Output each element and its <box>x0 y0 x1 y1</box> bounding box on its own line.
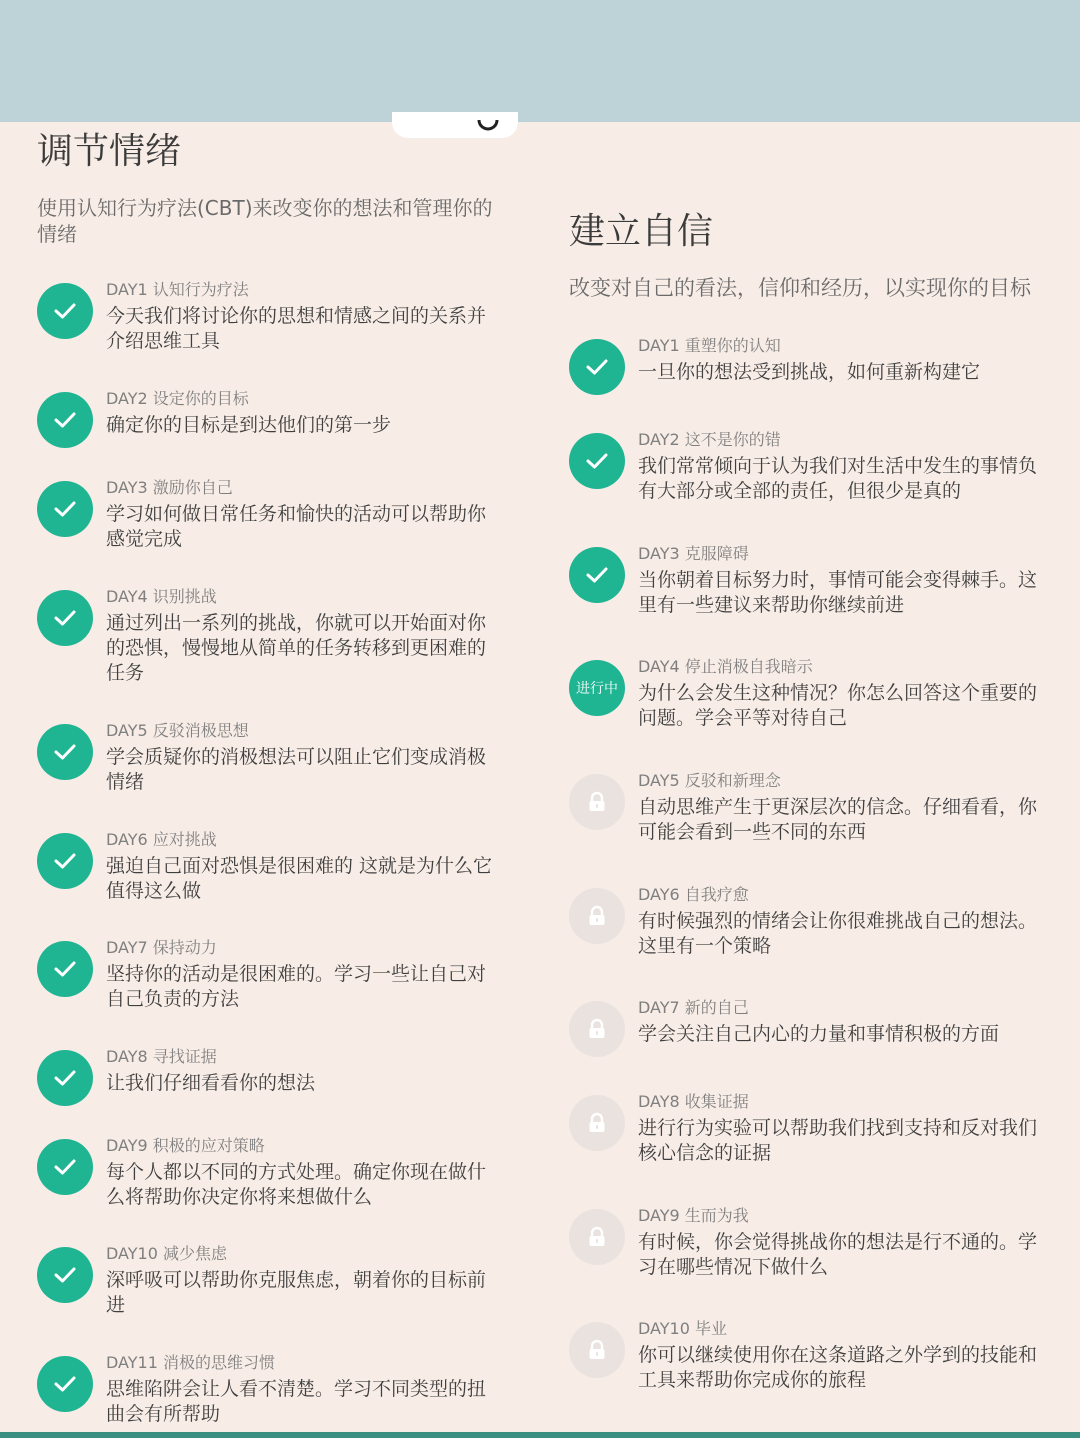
lesson-description: 通过列出一系列的挑战，你就可以开始面对你的恐惧，慢慢地从简单的任务转移到更困难的任务 <box>106 612 487 684</box>
check-icon <box>569 339 625 395</box>
lesson-description: 深呼吸可以帮助你克服焦虑，朝着你的目标前进 <box>106 1269 487 1316</box>
check-icon <box>569 547 625 603</box>
lock-icon <box>569 1209 625 1265</box>
lesson-day-title: DAY6 自我疗愈 <box>638 885 749 904</box>
lesson-day-title: DAY2 设定你的目标 <box>106 389 249 408</box>
lesson-description: 你可以继续使用你在这条道路之外学到的技能和工具来帮助你完成你的旅程 <box>638 1344 1038 1391</box>
lesson-day-title: DAY1 认知行为疗法 <box>106 280 249 299</box>
lesson-description: 学习如何做日常任务和愉快的活动可以帮助你感觉完成 <box>106 503 487 550</box>
lesson-description: 有时候强烈的情绪会让你很难挑战自己的想法。这里有一个策略 <box>638 910 1038 957</box>
lock-icon <box>569 774 625 830</box>
lesson-day-title: DAY7 保持动力 <box>106 938 217 957</box>
check-icon <box>37 1247 93 1303</box>
course-regulate-emotions <box>37 130 507 1425</box>
check-icon <box>37 941 93 997</box>
lesson-day-title: DAY10 减少焦虑 <box>106 1244 227 1263</box>
check-icon <box>37 481 93 537</box>
check-icon <box>569 433 625 489</box>
lock-icon <box>569 888 625 944</box>
lesson-description: 坚持你的活动是很困难的。学习一些让自己对自己负责的方法 <box>106 963 487 1010</box>
lesson-description: 强迫自己面对恐惧是很困难的 这就是为什么它值得这么做 <box>106 855 493 902</box>
lesson-day-title: DAY10 毕业 <box>638 1319 727 1338</box>
lesson-day-title: DAY7 新的自己 <box>638 998 749 1017</box>
lesson-day-title: DAY2 这不是你的错 <box>638 430 781 449</box>
lesson-day-title: DAY3 克服障碍 <box>638 544 749 563</box>
lesson-day-title: DAY6 应对挑战 <box>106 830 217 849</box>
check-icon <box>37 1050 93 1106</box>
in-progress-badge <box>569 660 625 716</box>
lesson-description: 我们常常倾向于认为我们对生活中发生的事情负有大部分或全部的责任，但很少是真的 <box>638 455 1038 502</box>
course-subtitle: 改变对自己的看法，信仰和经历，以实现你的目标 <box>569 276 1031 301</box>
lesson-description: 进行行为实验可以帮助我们找到支持和反对我们核心信念的证据 <box>638 1117 1038 1164</box>
lesson-day-title: DAY9 生而为我 <box>638 1206 749 1225</box>
check-icon <box>37 833 93 889</box>
lesson-description: 学会质疑你的消极想法可以阻止它们变成消极情绪 <box>106 746 487 793</box>
top-banner <box>0 0 1080 122</box>
in-progress-label: 进行中 <box>576 681 618 697</box>
lesson-day-title: DAY5 反驳消极思想 <box>106 721 249 740</box>
lesson-description: 有时候，你会觉得挑战你的想法是行不通的。学习在哪些情况下做什么 <box>638 1231 1038 1278</box>
bottom-divider <box>0 1432 1080 1438</box>
lesson-description: 学会关注自己内心的力量和事情积极的方面 <box>638 1023 1000 1045</box>
course-subtitle: 使用认知行为疗法(CBT)来改变你的想法和管理你的情绪 <box>37 196 493 247</box>
lesson-day-title: DAY1 重塑你的认知 <box>638 336 781 355</box>
check-icon <box>37 1139 93 1195</box>
course-title: 调节情绪 <box>37 131 182 172</box>
check-icon <box>37 392 93 448</box>
lock-icon <box>569 1322 625 1378</box>
lesson-day-title: DAY5 反驳和新理念 <box>638 771 781 790</box>
lock-icon <box>569 1001 625 1057</box>
lesson-description: 自动思维产生于更深层次的信念。仔细看看，你可能会看到一些不同的东西 <box>638 796 1038 843</box>
check-icon <box>37 590 93 646</box>
lesson-day-title: DAY11 消极的思维习惯 <box>106 1353 275 1372</box>
lesson-description: 为什么会发生这种情况？你怎么回答这个重要的问题。学会平等对待自己 <box>638 682 1038 729</box>
check-icon <box>37 283 93 339</box>
lesson-description: 思维陷阱会让人看不清楚。学习不同类型的扭曲会有所帮助 <box>106 1378 487 1425</box>
check-icon <box>37 724 93 780</box>
lesson-day-title: DAY9 积极的应对策略 <box>106 1136 265 1155</box>
check-icon <box>37 1356 93 1412</box>
lesson-description: 让我们仔细看看你的想法 <box>106 1072 316 1094</box>
lesson-description: 今天我们将讨论你的思想和情感之间的关系并介绍思维工具 <box>106 305 487 352</box>
lesson-day-title: DAY3 激励你自己 <box>106 478 233 497</box>
lesson-description: 每个人都以不同的方式处理。确定你现在做什么将帮助你决定你将来想做什么 <box>106 1161 487 1208</box>
lesson-day-title: DAY4 停止消极自我暗示 <box>638 657 813 676</box>
lesson-day-title: DAY8 寻找证据 <box>106 1047 217 1066</box>
lesson-description: 当你朝着目标努力时，事情可能会变得棘手。这里有一些建议来帮助你继续前进 <box>638 569 1038 616</box>
course-title: 建立自信 <box>569 211 714 252</box>
lesson-day-title: DAY4 识别挑战 <box>106 587 217 606</box>
lesson-day-title: DAY8 收集证据 <box>638 1092 749 1111</box>
lock-icon <box>569 1095 625 1151</box>
course-build-confidence <box>569 210 1049 1391</box>
lesson-description: 确定你的目标是到达他们的第一步 <box>106 414 392 436</box>
lesson-description: 一旦你的想法受到挑战，如何重新构建它 <box>638 361 981 383</box>
